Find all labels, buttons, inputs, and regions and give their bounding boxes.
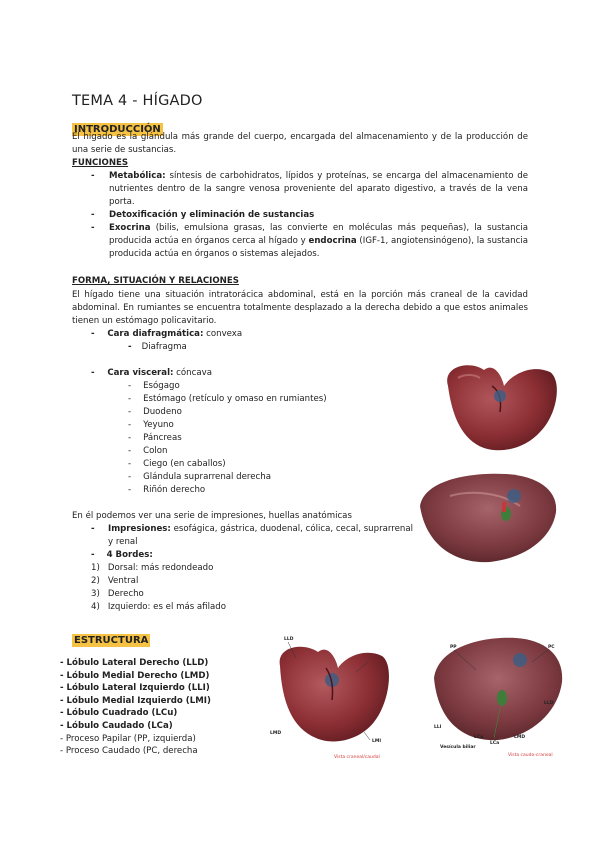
lobulos-list bbox=[60, 657, 211, 758]
list-item: 1) Dorsal: más redondeado bbox=[91, 563, 214, 573]
list-item: 4) Izquierdo: es el más afilado bbox=[91, 602, 226, 612]
label-lld: LLD bbox=[544, 701, 554, 706]
liver-diaphragmatic-image bbox=[440, 356, 562, 456]
list-item: - Glándula suprarrenal derecha bbox=[128, 472, 271, 482]
figure-caption: Vista caudo-craneal bbox=[508, 753, 553, 758]
list-item: - Estómago (retículo y omaso en rumiantes) bbox=[128, 394, 327, 404]
cara-diafragmatica: - Cara diafragmática: convexa bbox=[91, 329, 243, 339]
list-item: - Ciego (en caballos) bbox=[128, 459, 226, 469]
figure-caption: Vista craneal/caudal bbox=[334, 755, 380, 760]
list-item: - Proceso Caudado (PC, derecha bbox=[60, 746, 198, 757]
label-pp: PP bbox=[450, 645, 457, 650]
funcion-item: - Exocrina (bilis, emulsiona grasas, las convierte en moléculas más pequeñas), la sustancia producida actúa en órganos cerca al hígado y endocrina (IGF-1, angiotensinógeno), la sustancia producida actúa en órganos o sistemas alejados. bbox=[91, 223, 528, 259]
list-item: - Yeyuno bbox=[128, 420, 174, 430]
funciones-heading: FUNCIONES bbox=[72, 158, 129, 168]
page-title: TEMA 4 - HÍGADO bbox=[72, 93, 203, 109]
label-lld: LLD bbox=[284, 637, 294, 642]
list-item: - Lóbulo Medial Izquierdo (LMI) bbox=[60, 695, 211, 706]
forma-heading: FORMA, SITUACIÓN Y RELACIONES bbox=[72, 276, 239, 286]
list-item: - Riñón derecho bbox=[128, 485, 206, 495]
list-item: - Lóbulo Medial Derecho (LMD) bbox=[60, 670, 210, 681]
label-lmd: LMD bbox=[514, 735, 526, 740]
list-item: - Esógago bbox=[128, 381, 180, 391]
intro-heading: INTRODUCCIÓN bbox=[74, 124, 161, 135]
liver-labeled-figure-left bbox=[270, 628, 398, 766]
funcion-item: - Detoxificación y eliminación de sustancias bbox=[91, 210, 315, 220]
label-pc: PC bbox=[548, 645, 555, 650]
list-item: - Lóbulo Lateral Izquierdo (LLI) bbox=[60, 683, 210, 694]
cara-visceral: - Cara visceral: cóncava bbox=[91, 368, 212, 378]
label-lcu: LCu bbox=[474, 735, 484, 740]
list-item: 2) Ventral bbox=[91, 576, 139, 586]
impresiones: - Impresiones: esofágica, gástrica, duodenal, cólica, cecal, suprarrenal y renal bbox=[91, 524, 413, 547]
bordes-list bbox=[91, 562, 226, 614]
list-item: - Páncreas bbox=[128, 433, 182, 443]
list-item: - Lóbulo Lateral Derecho (LLD) bbox=[60, 658, 209, 668]
list-item: - Duodeno bbox=[128, 407, 182, 417]
liver-labeled-figure-right bbox=[420, 628, 565, 766]
funcion-item: - Metabólica: síntesis de carbohidratos, lípidos y proteínas, se encarga del almacenamiento de nutrientes dentro de la sangre venosa proveniente del aparato digestivo, a través de la vena porta. bbox=[91, 171, 528, 207]
liver-visceral-image bbox=[410, 466, 560, 566]
label-lca: LCa bbox=[490, 741, 500, 746]
intro-text: El hígado es la glándula más grande del cuerpo, encargada del almacenamiento y de la producción de una serie de sustancias. bbox=[72, 132, 528, 155]
list-item: - Colon bbox=[128, 446, 168, 456]
impresiones-intro: En él podemos ver una serie de impresiones, huellas anatómicas bbox=[72, 511, 352, 521]
bordes-label: - 4 Bordes: bbox=[91, 550, 153, 560]
forma-text: El hígado tiene una situación intratorácica abdominal, está en la porción más craneal de la cavidad abdominal. En rumiantes se encuentra totalmente desplazado a la derecha debido a que estos animales tienen un estómago policavitario. bbox=[72, 290, 528, 326]
funciones-list bbox=[72, 170, 528, 261]
diafragma-item: - Diafragma bbox=[128, 342, 187, 352]
list-item: - Lóbulo Cuadrado (LCu) bbox=[60, 708, 178, 719]
label-lmd: LMD bbox=[270, 731, 282, 736]
label-lli: LLI bbox=[434, 725, 442, 730]
label-vesicula: Vesícula biliar bbox=[440, 745, 476, 750]
label-lmi: LMI bbox=[372, 739, 382, 744]
cara-visceral-list bbox=[128, 380, 327, 497]
list-item: - Proceso Papilar (PP, izquierda) bbox=[60, 733, 196, 744]
list-item: - Lóbulo Caudado (LCa) bbox=[60, 720, 173, 731]
estructura-heading: ESTRUCTURA bbox=[74, 635, 149, 646]
list-item: 3) Derecho bbox=[91, 589, 144, 599]
